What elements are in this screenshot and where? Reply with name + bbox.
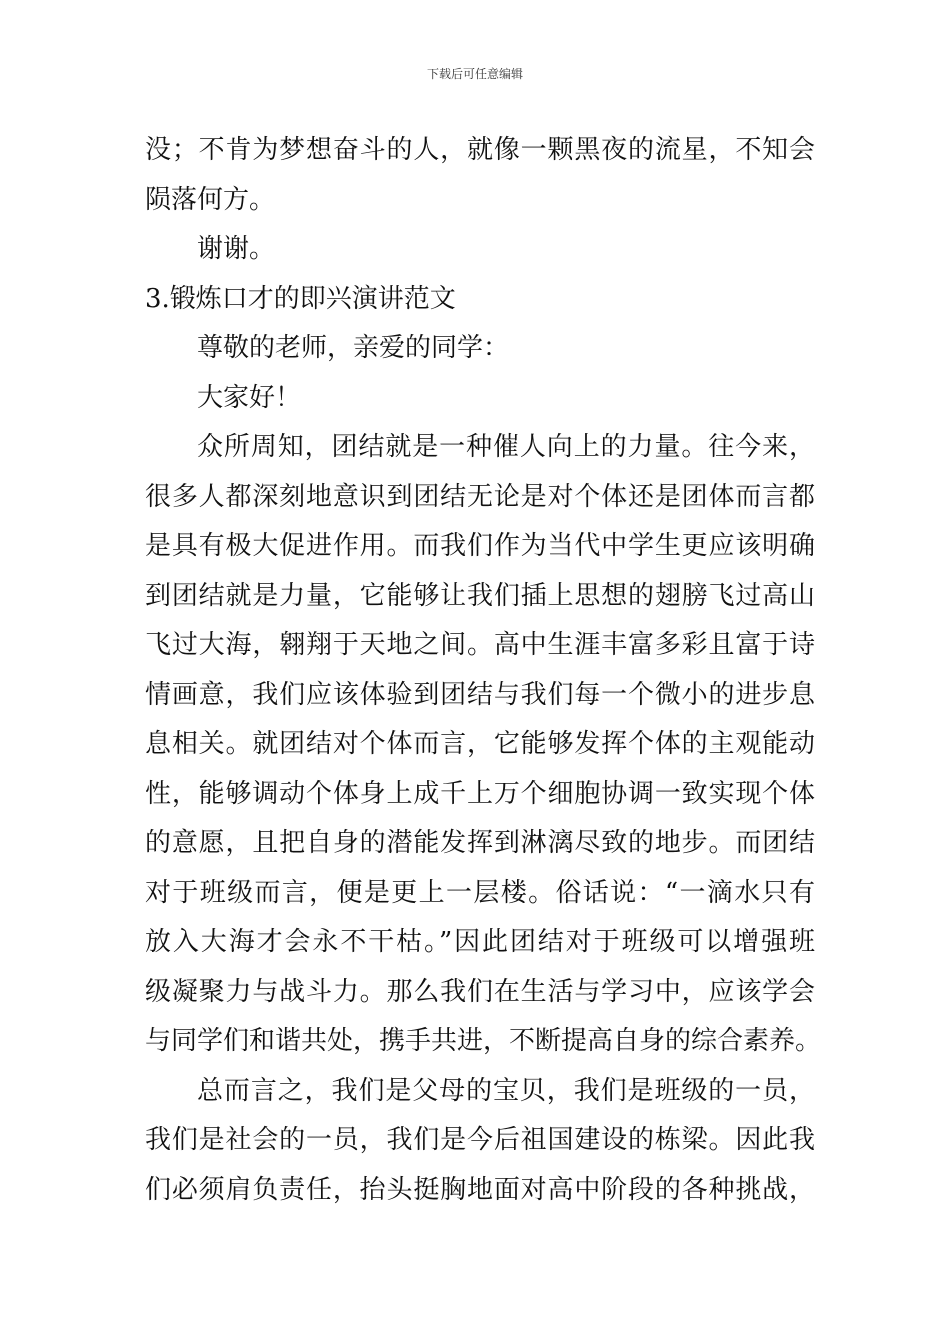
text-line: 情画意，我们应该体验到团结与我们每一个微小的进步息 — [145, 679, 815, 710]
salutation-line: 尊敬的老师，亲爱的同学： — [197, 333, 510, 363]
text-line: 众所周知，团结就是一种催人向上的力量。往今来， — [197, 432, 815, 462]
text-line: 陨落何方。 — [145, 184, 276, 215]
text-line: 总而言之，我们是父母的宝贝，我们是班级的一员， — [197, 1075, 815, 1106]
text-line: 息相关。就团结对个体而言，它能够发挥个体的主观能动 — [145, 729, 815, 759]
text-line: 飞过大海，翱翔于天地之间。高中生涯丰富多彩且富于诗 — [145, 630, 815, 660]
page-header: 下载后可任意编辑 — [426, 67, 523, 81]
text-line: 的意愿，且把自身的潜能发挥到淋漓尽致的地步。而团结 — [145, 828, 815, 858]
text-line: 我们是社会的一员，我们是今后祖国建设的栋梁。因此我 — [145, 1125, 815, 1155]
text-line: 没；不肯为梦想奋斗的人，就像一颗黑夜的流星，不知会 — [145, 135, 815, 165]
text-line: 到团结就是力量，它能够让我们插上思想的翅膀飞过高山 — [145, 580, 815, 611]
text-line: 性，能够调动个体身上成千上万个细胞协调一致实现个体 — [145, 778, 815, 809]
text-line: 很多人都深刻地意识到团结无论是对个体还是团体而言都 — [145, 481, 815, 512]
text-line: 是具有极大促进作用。而我们作为当代中学生更应该明确 — [145, 531, 815, 561]
greeting-line: 大家好！ — [197, 382, 302, 413]
text-line: 对于班级而言，便是更上一层楼。俗话说：“一滴水只有 — [145, 877, 815, 908]
section-heading: 3.锻炼口才的即兴演讲范文 — [145, 283, 456, 314]
text-line: 与同学们和谐共处，携手共进，不断提高自身的综合素养。 — [145, 1026, 822, 1056]
text-line: 们必须肩负责任，抬头挺胸地面对高中阶段的各种挑战， — [145, 1174, 815, 1205]
document-body — [145, 126, 822, 1215]
text-line: 级凝聚力与战斗力。那么我们在生活与学习中，应该学会 — [145, 976, 815, 1007]
closing-line: 谢谢。 — [197, 234, 276, 264]
text-line: 放入大海才会永不干枯。”因此团结对于班级可以增强班 — [145, 927, 815, 957]
